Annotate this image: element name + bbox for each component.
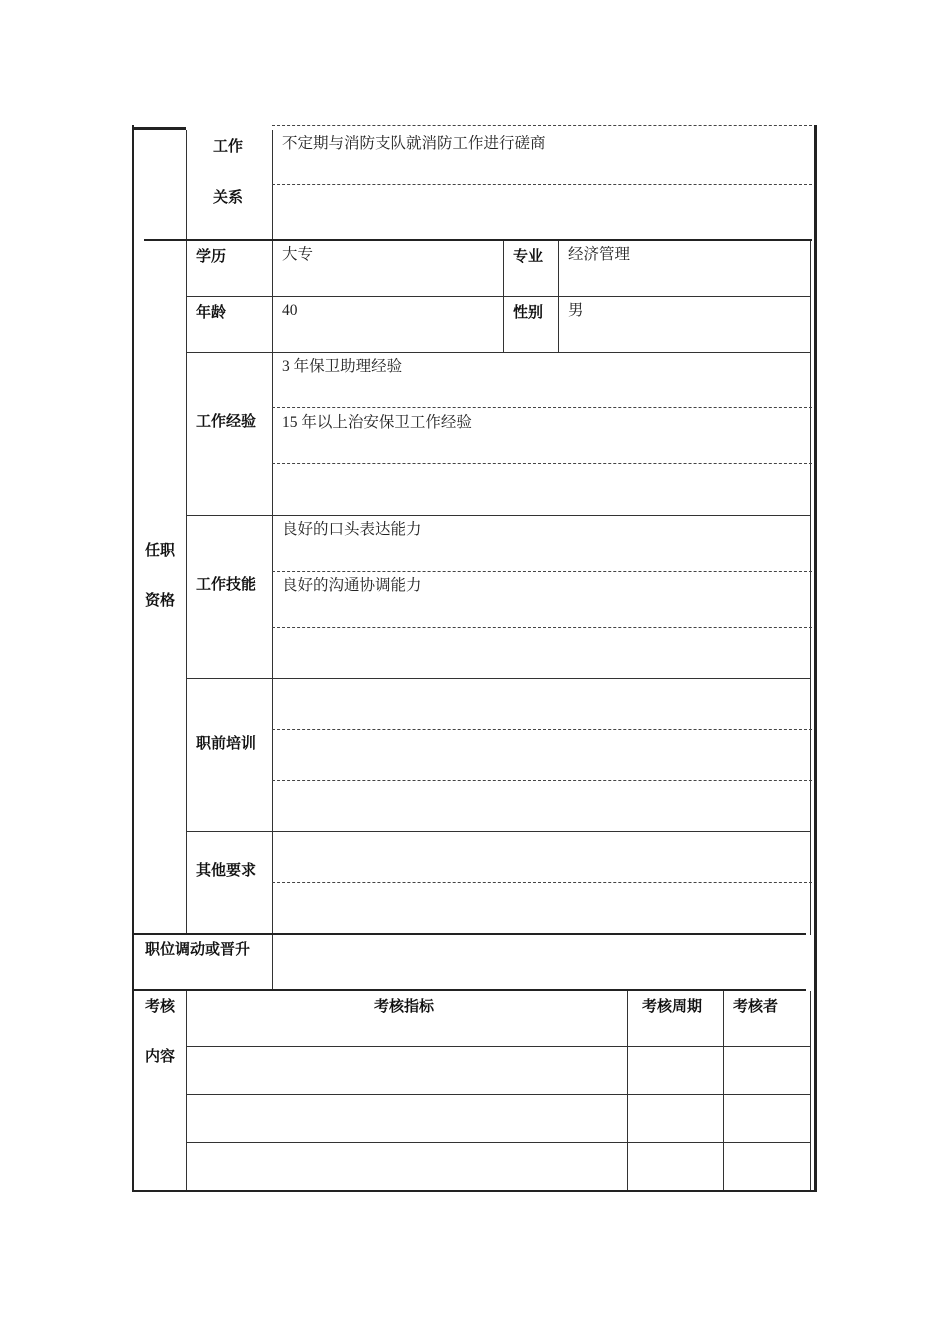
work-relations-label-2: 关系 xyxy=(213,188,244,206)
assess-left-divider xyxy=(186,991,187,1190)
work-relations-label-1: 工作 xyxy=(213,137,244,155)
work-relations-line-1: 不定期与消防支队就消防工作进行磋商 xyxy=(282,135,546,152)
row-line-experience xyxy=(186,515,811,516)
section-separator-2 xyxy=(134,933,806,935)
exp-dash-2 xyxy=(272,463,812,464)
experience-label: 工作经验 xyxy=(196,412,257,430)
assessment-label-2: 内容 xyxy=(145,1047,176,1065)
experience-line-1: 3 年保卫助理经验 xyxy=(282,358,403,375)
row-line-training xyxy=(186,831,811,832)
assess-assessor-divider xyxy=(723,991,724,1190)
qualifications-label-2: 资格 xyxy=(145,591,176,609)
wr-dash-1 xyxy=(272,184,812,185)
education-value: 大专 xyxy=(282,246,314,263)
qualifications-label-1: 任职 xyxy=(145,541,176,559)
top-left-border xyxy=(134,127,186,130)
experience-line-2: 15 年以上治安保卫工作经验 xyxy=(282,414,472,431)
row-line-age xyxy=(186,352,811,353)
training-dash-2 xyxy=(272,780,812,781)
top-dashed-border xyxy=(272,125,812,126)
assessment-col-indicator: 考核指标 xyxy=(374,997,435,1015)
other-dash-1 xyxy=(272,882,812,883)
assess-row-line-2 xyxy=(186,1094,811,1095)
section-separator-1 xyxy=(144,239,812,241)
major-value: 经济管理 xyxy=(568,246,631,263)
wr-label-divider xyxy=(186,130,187,240)
exp-dash-1 xyxy=(272,407,812,408)
assess-row-line-1 xyxy=(186,1046,811,1047)
skills-dash-1 xyxy=(272,571,812,572)
wr-content-divider xyxy=(272,130,273,240)
transfer-label: 职位调动或晋升 xyxy=(145,940,251,958)
gender-value: 男 xyxy=(568,302,584,319)
training-dash-1 xyxy=(272,729,812,730)
training-label: 职前培训 xyxy=(196,734,257,752)
gender-label: 性别 xyxy=(513,303,544,321)
age-value: 40 xyxy=(282,302,298,319)
outer-left-border xyxy=(132,125,134,1192)
outer-right-border xyxy=(814,125,817,1192)
other-label: 其他要求 xyxy=(196,861,257,879)
skills-line-1: 良好的口头表达能力 xyxy=(282,521,422,538)
assess-period-divider xyxy=(627,991,628,1190)
assess-row-line-3 xyxy=(186,1142,811,1143)
skills-line-2: 良好的沟通协调能力 xyxy=(282,577,422,594)
transfer-divider xyxy=(272,935,273,990)
row-line-skills xyxy=(186,678,811,679)
major-label: 专业 xyxy=(513,247,544,265)
education-label: 学历 xyxy=(196,247,227,265)
skills-label: 工作技能 xyxy=(196,575,257,593)
assessment-col-assessor: 考核者 xyxy=(733,997,779,1015)
assessment-label-1: 考核 xyxy=(145,997,176,1015)
skills-dash-2 xyxy=(272,627,812,628)
age-label: 年龄 xyxy=(196,303,227,321)
assess-right-border xyxy=(810,991,811,1190)
row-line-education xyxy=(186,296,811,297)
section-separator-3 xyxy=(134,989,806,991)
outer-bottom-border xyxy=(132,1190,817,1192)
assessment-col-period: 考核周期 xyxy=(642,997,703,1015)
